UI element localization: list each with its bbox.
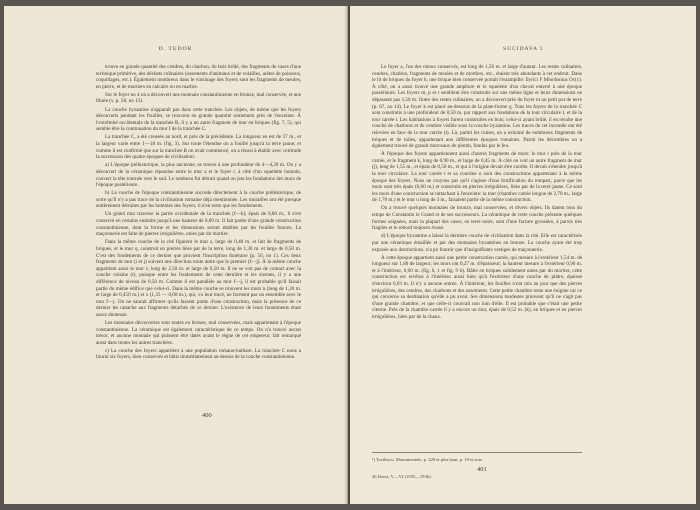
left-paragraph: La tranchée C, a été creusée au nord, et près de la précédente. La longueur en est de 37 m., et la largeur varie entre 1—18 m. (fig. 3). Sur toute l'étendue on a fouillé jusqu'à la terre jaune; et comme il est confirmé que sur la tranchée B on avait commencé, on a réussi à établir avec certitude la succession des quatre époques de civilisation: — [96, 134, 301, 161]
left-running-head: D. TUDOR — [158, 46, 193, 52]
right-running-head: SUCIDAVA I — [503, 46, 543, 52]
left-page-number: 400 — [202, 412, 212, 419]
left-paragraph: La couche byzantine n'apparaît pas dans cette tranchée. Les objets, de même que les foyers découverts pendant les fouilles, se trouvent en grande quantité seulement près de l'enceinte. À l'extrémité occidentale de la tranchée B, il y a un autre fragment de mur en briques (fig. 7, 5), qui semble être la continuation du mur I de la tranchée C. — [96, 106, 301, 133]
right-paragraph: À cette époque appartient aussi une petite construction carrée, qui mesure à l'extérieur 1,54 m. de longueur sur 1,80 de largeur; les murs ont 0,27 m. d'épaisseur; la hauteur mesure à l'extérieur 0,96 m. et à l'intérieur, 0,60 m. (fig. 6, 1 et fig. 9 b). Bâtie en briques solidement unies par du mortier, cette construction est revêtue à l'intérieur aussi bien qu'à l'extérieur d'une couche de plâtre, épaisse d'environ 0,03 m. Il n'y a aucune entrée. À l'intérieur, les fouilles n'ont mis au jour que des pierres irrégulières, des cendres, des charbons et des ossements. Cette petite chambre reste une énigme car ce qui concerne sa destination qu'elle a pu avoir. Ses dimensions modestes prouvent qu'il ne s'agit pas d'une grande chambre, et que celle-ci couvrait non loin d'elle. Il est probable que c'était une petite citerne. Près de la chambre carrée il y a encore un mur, épais de 0,52 m. (k), en briques et en pierres irrégulières, liées par de la chaux. — [372, 254, 582, 320]
left-paragraph: trouve en grande quantité des cendres, du charbon, du bois brûlé, des fragments de vases d'une technique primitive, des déchets culinaires (ossements d'animaux et de volailles, arêtes de poissons, coquillages, etc.). Également nombreux dans le voisinage des foyers sont les fragments de meules, en pierre, et de mortiers en calcaire ou en marbre. — [96, 64, 301, 90]
left-paragraph: Un grand mur traverse la partie occidentale de la tranchée (f—k); épais de 0,60 m., il s'est conservé en certains endroits jusqu'à une hauteur de 0,80 m. Il fait partie d'une grande construction constantinienne, dont la forme et les dimensions seront établies par les fouilles futures. La maçonnerie est faite de pierres irrégulières, unies par du mortier. — [96, 211, 301, 238]
right-paragraph: À l'époque des foyers appartiennent aussi d'autres fragments de murs: le mur r près de la tour carrée, et le fragment k, long de 0,90 m., et large de 0,45 m. À côté on voit un autre fragment de mur (j), long de 1,55 m., et épais de 0,50 m., et qui à l'origine devait être courbe. Il devait s'étendre jusqu'à la tour circulaire. La tour carrée t et sa courtine n sont des constructions appartenant à la même époque des foyers. Nous ne croyons pas qu'il s'agisse d'une fortification du rempart, parce que les murs sont très épais (0,60 m.) et construits en pierres irrégulières, liées par de la terre jaune. Ce sont les murs d'une construction se rattachant à l'enceinte: la tour (chambre carrée longue de 2,70 m., large de 1,70 m.) et le mur u long de 3 m., faisaient partie de la même construction. — [372, 151, 582, 204]
right-page — [350, 6, 696, 504]
left-paragraph: c) La couche des foyers appartient à une population romano-barbare. La tranchée C nous a fourni six foyers, bien conservés et bâtis immédiatement au-dessus de la couche constantinienne. — [96, 347, 301, 361]
left-paragraph: Dans la même couche de la cité figurent le mur s, large de 0,40 m. et fait de fragments de briques, et le mur q, construit en pierres liées par de la terre, long de 1,30 m. et large de 0,50 m. C'est des fondements de ce dernier que provient l'inscription funéraire (p. 50, no 1). Ces deux fragments de mur (i et j) suivent une direction toute autre que le premier (f—j). À la même couche appartient aussi le mur v, long de 2,50 m. et large de 0,50 m. Il ne se voit pas de contact avec la couche voisine (t), puisque entre les fondements de cette dernière et les siennes, il y a une différence de niveau de 0,50 m. Comme il est parallèle au mur f—j, il est probable qu'il faisait partie du même édifice que celui-ci. Dans la même couche se trouvent les murs n (long de 1,20 m. et large de 0,450 m.) et x (1,35 — 0,60 m.), qui, vu leur tracé, ne forment pas un ensemble avec le mur f—j. On ne saurait affirmer qu'ils fassent partie d'une construction, mais la présence de ce dernier les rattache aux fragments détachés de ce dernier. L'existence de leurs fondements étant assez douteuse. — [96, 239, 301, 318]
right-paragraph: d) L'époque byzantine a laissé la dernière couche de civilisation dans la cité. Elle est caractérisée par une céramique émaillée et par des monnaies byzantines en bronze. La couche ayant été trop exposée aux destructions, n'a pu fournir que d'insignifiants vestiges de maçonnerie. — [372, 233, 582, 253]
right-page-number: 401 — [477, 466, 487, 473]
left-text-block — [96, 64, 301, 363]
left-paragraph: a) L'époque préhistorique, la plus ancienne, se trouve à une profondeur de 4—4,20 m. On y a découvert de la céramique répandue entre le mur a et le foyer r, à côté d'un squelette humain, couvert la tête tournée vers le sud. Le tombeau fut détruit quand on jeta les fondations des murs de l'époque postérieure. — [96, 162, 301, 189]
left-paragraph: Sur le foyer no 4 on a découvert une monnaie constantinienne en bronze, mal conservée, et une fibule (v. p. 58, no 13). — [96, 91, 301, 105]
right-text-block — [372, 64, 582, 322]
footnote: ¹) Tocilescu, Monumentele, p. 228 et plus haut, p. 10 et suiv. — [372, 452, 582, 463]
right-paragraph: On a trouvé quelques monnaies de bronze, mal conservées, et divers objets. Ils datent tous du temps de Constantin le Grand et de ses successeurs. La céramique de cette couche présente quelques formes soignées, mais la plupart des vases, en terre noire, sont d'une facture grossière, à parois très fragiles et le rebord toujours évasé. — [372, 205, 582, 232]
left-paragraph: b) La couche de l'époque constantinienne succède directement à la couche préhistorique, de sorte qu'il n'y a pas trace de la civilisation romaine déjà mentionnée. Les murailles ont été presque entièrement détruites par les hommes des foyers; il n'en reste que les fondements. — [96, 190, 301, 210]
printer-signature: 26 Dacia, V—VI (1935—1936). — [372, 474, 432, 479]
right-paragraph: Le foyer a, l'un des mieux conservés, est long de 1,50 m. et large d'autant. Les restes culinaires, cendres, charbon, fragments de meules et de mortiers, etc., étaient très abondants à cet endroit. Dans le lit de briques du foyer h, une brique bien conservée portait l'estampille: Ilyrici F Mlordonius Oc(c). À côté, on a aussi trouvé une grande amphore et le squelette d'un cheval enterré à une époque postérieure. Les foyers m, p et r semblent être construits sur une même ligne et leurs dimensions ne dépassent pas 1,50 m. Outre des restes culinaires, on a découvert près du foyer m un petit pot de terre (p. 67, no 14). Le foyer k est placé au-dessous de la plate-forme g. Tous les foyers de la tranchée C sont construits à une profondeur de 0,50 m. par rapport aux fondations de la tour circulaire I, et de la tour carrée t. Les habitations à foyers furent construites en bois; celui-ci ayant brûlé, il en résulte une couche de charbons et de cendres visible sous la couche byzantine. Les traces de cet incendie ont été relevées en face de la tour carrée (t). Là, parmi les ruines, on a exhumé de nombreux fragments de briques et de tuiles, appartenant aux différentes époques romaines. Parmi les décombres on a également trouvé de grands morceaux de plomb, fondus par le feu. — [372, 64, 582, 150]
left-page — [4, 6, 348, 504]
left-paragraph: Les monnaies découvertes sont toutes en bronze, mal conservées, mais appartenant à l'époque constantinienne. La céramique est également caractéristique de ce temps. On n'a trouvé aucun trésor, et aucune monnaie qui puissent être datés avant le règne de cet empereur, fait remarqué aussi dans toutes les autres tranchées. — [96, 319, 301, 346]
